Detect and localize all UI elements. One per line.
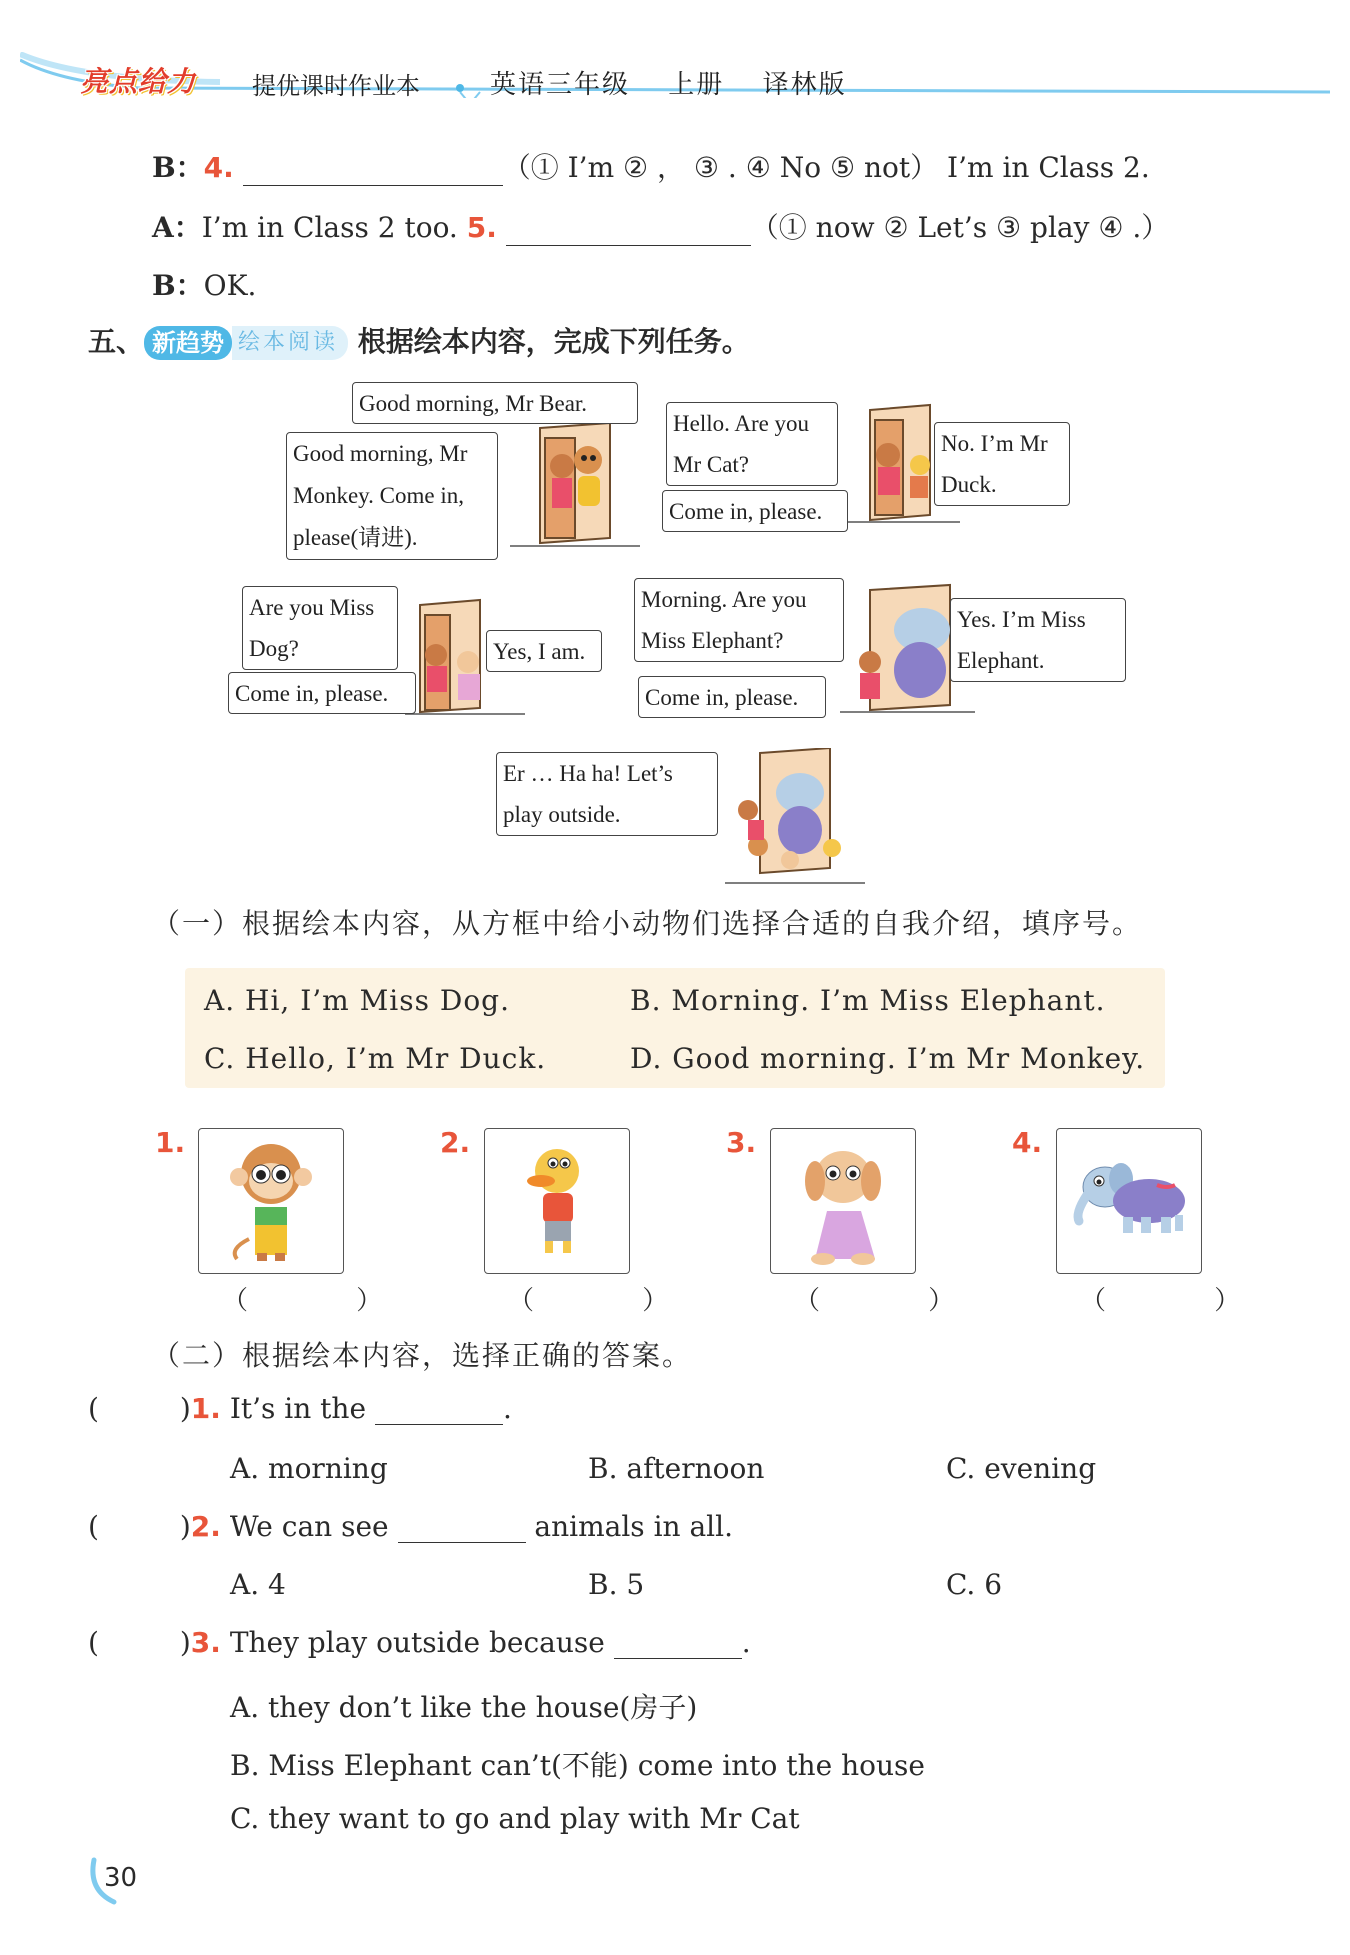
comic-scene-all-animals	[720, 748, 870, 888]
comic-scene-monkey-door	[500, 418, 650, 548]
dialogue-line-5	[152, 206, 1169, 246]
q1-option-a: A. morning	[230, 1452, 388, 1485]
part2-title: （二）根据绘本内容，选择正确的答案。	[152, 1339, 693, 1372]
book-info	[490, 64, 875, 101]
edition-label: 译林版	[762, 70, 847, 100]
answer-blank[interactable]	[398, 1514, 526, 1543]
q1-option-c: C. evening	[946, 1452, 1097, 1485]
q2-option-a: A. 4	[230, 1568, 286, 1601]
dialogue-text: I’m in Class 2 too.	[201, 211, 458, 244]
elephant-card	[1056, 1128, 1202, 1274]
question-number: 1.	[190, 1392, 221, 1425]
duck-icon	[485, 1129, 629, 1273]
question-number: 3.	[190, 1626, 221, 1659]
question-3	[88, 1626, 751, 1659]
bubble-line: Morning. Are you	[641, 587, 807, 612]
trend-tag: 新趋势	[144, 326, 232, 360]
bubble-line: Dog?	[249, 636, 299, 661]
speech-bubble	[666, 402, 838, 486]
brand-logo: 亮点给力	[80, 65, 197, 98]
question-stem: .	[502, 1392, 512, 1425]
bubble-line: Good morning, Mr	[293, 441, 468, 466]
option-b: B. Morning. I’m Miss Elephant.	[630, 984, 1106, 1017]
dialogue-text: OK.	[203, 269, 257, 302]
paren-close: )	[179, 1510, 191, 1543]
question-stem: They play outside because	[229, 1626, 605, 1659]
q3-option-b: B. Miss Elephant can’t(不能) come into the house	[230, 1749, 925, 1782]
bubble-line: Er … Ha ha! Let’s	[503, 761, 673, 786]
dialogue-line-4	[152, 146, 1150, 186]
question-2	[88, 1510, 733, 1543]
section-index: 五、	[88, 325, 145, 358]
monkey-card	[198, 1128, 344, 1274]
answer-blank[interactable]	[506, 217, 751, 246]
dog-icon	[771, 1129, 915, 1273]
speech-bubble: Good morning, Mr Bear.	[352, 382, 638, 424]
speech-bubble: Yes, I am.	[486, 630, 602, 672]
q1-option-b: B. afternoon	[588, 1452, 765, 1485]
subject-label: 英语三年级	[490, 70, 631, 100]
option-a: A. Hi, I’m Miss Dog.	[204, 984, 511, 1017]
speaker-label: A：	[152, 211, 202, 244]
bubble-line: please(请进).	[293, 525, 418, 550]
q2-option-c: C. 6	[946, 1568, 1003, 1601]
word-options: （① now ② Let’s ③ play ④ .）	[750, 211, 1170, 244]
bubble-line: Monkey. Come in,	[293, 483, 464, 508]
option-d: D. Good morning. I’m Mr Monkey.	[630, 1042, 1146, 1075]
question-stem: .	[741, 1626, 751, 1659]
speech-bubble	[496, 752, 718, 836]
answer-blank[interactable]	[614, 1630, 742, 1659]
section-instruction: 根据绘本内容，完成下列任务。	[357, 325, 750, 358]
paren-open: (	[88, 1510, 99, 1543]
card-number: 2.	[440, 1126, 471, 1159]
q3-option-a: A. they don’t like the house(房子)	[230, 1691, 698, 1724]
monkey-icon	[199, 1129, 343, 1273]
bubble-line: Duck.	[941, 472, 997, 497]
bubble-line: Yes. I’m Miss	[957, 607, 1086, 632]
paren-open: (	[88, 1392, 99, 1425]
question-stem: It’s in the	[229, 1392, 367, 1425]
answer-blank[interactable]	[243, 157, 503, 186]
speaker-label: B：	[152, 151, 204, 184]
answer-blank[interactable]	[375, 1396, 503, 1425]
question-stem: We can see	[229, 1510, 389, 1543]
bubble-line: Hello. Are you	[673, 411, 810, 436]
q2-option-b: B. 5	[588, 1568, 645, 1601]
bubble-line: Are you Miss	[249, 595, 375, 620]
bubble-line: Mr Cat?	[673, 452, 750, 477]
question-stem: animals in all.	[534, 1510, 733, 1543]
answer-paren[interactable]: （ ）	[222, 1286, 433, 1316]
word-options: （① I’m ② ， ③ . ④ No ⑤ not）	[502, 151, 939, 184]
question-number: 2.	[190, 1510, 221, 1543]
section-title	[88, 320, 750, 360]
series-title: 提优课时作业本	[252, 72, 420, 100]
question-1	[88, 1392, 512, 1425]
bubble-line: play outside.	[503, 802, 621, 827]
option-c: C. Hello, I’m Mr Duck.	[204, 1042, 547, 1075]
duck-card	[484, 1128, 630, 1274]
bubble-line: No. I’m Mr	[941, 431, 1048, 456]
card-number: 3.	[726, 1126, 757, 1159]
speech-bubble	[634, 578, 844, 662]
question-number: 5.	[466, 211, 497, 244]
dog-card	[770, 1128, 916, 1274]
bubble-line: Miss Elephant?	[641, 628, 784, 653]
speech-bubble	[286, 432, 498, 560]
speech-bubble: Come in, please.	[662, 490, 848, 532]
dialogue-line-ok	[152, 264, 256, 304]
paren-close: )	[179, 1626, 191, 1659]
speech-bubble: Come in, please.	[228, 672, 416, 714]
question-number: 4.	[203, 151, 234, 184]
card-number: 4.	[1012, 1126, 1043, 1159]
speech-bubble	[950, 598, 1126, 682]
elephant-icon	[1057, 1129, 1201, 1273]
answer-paren[interactable]: （ ）	[794, 1286, 1005, 1316]
bubble-line: Elephant.	[957, 648, 1045, 673]
answer-paren[interactable]: （ ）	[1080, 1286, 1291, 1316]
speaker-label: B：	[152, 269, 204, 302]
speech-bubble	[934, 422, 1070, 506]
volume-label: 上册	[668, 70, 725, 100]
part1-title: （一）根据绘本内容，从方框中给小动物们选择合适的自我介绍，填序号。	[152, 907, 1143, 940]
paren-open: (	[88, 1626, 99, 1659]
page-number: 30	[104, 1863, 138, 1893]
dialogue-text: I’m in Class 2.	[947, 151, 1150, 184]
card-number: 1.	[155, 1126, 186, 1159]
answer-paren[interactable]: （ ）	[508, 1286, 719, 1316]
speech-bubble: Come in, please.	[638, 676, 826, 718]
paren-close: )	[179, 1392, 191, 1425]
reading-tag: 绘本阅读	[232, 326, 348, 360]
q3-option-c: C. they want to go and play with Mr Cat	[230, 1802, 800, 1835]
speech-bubble	[242, 586, 398, 670]
